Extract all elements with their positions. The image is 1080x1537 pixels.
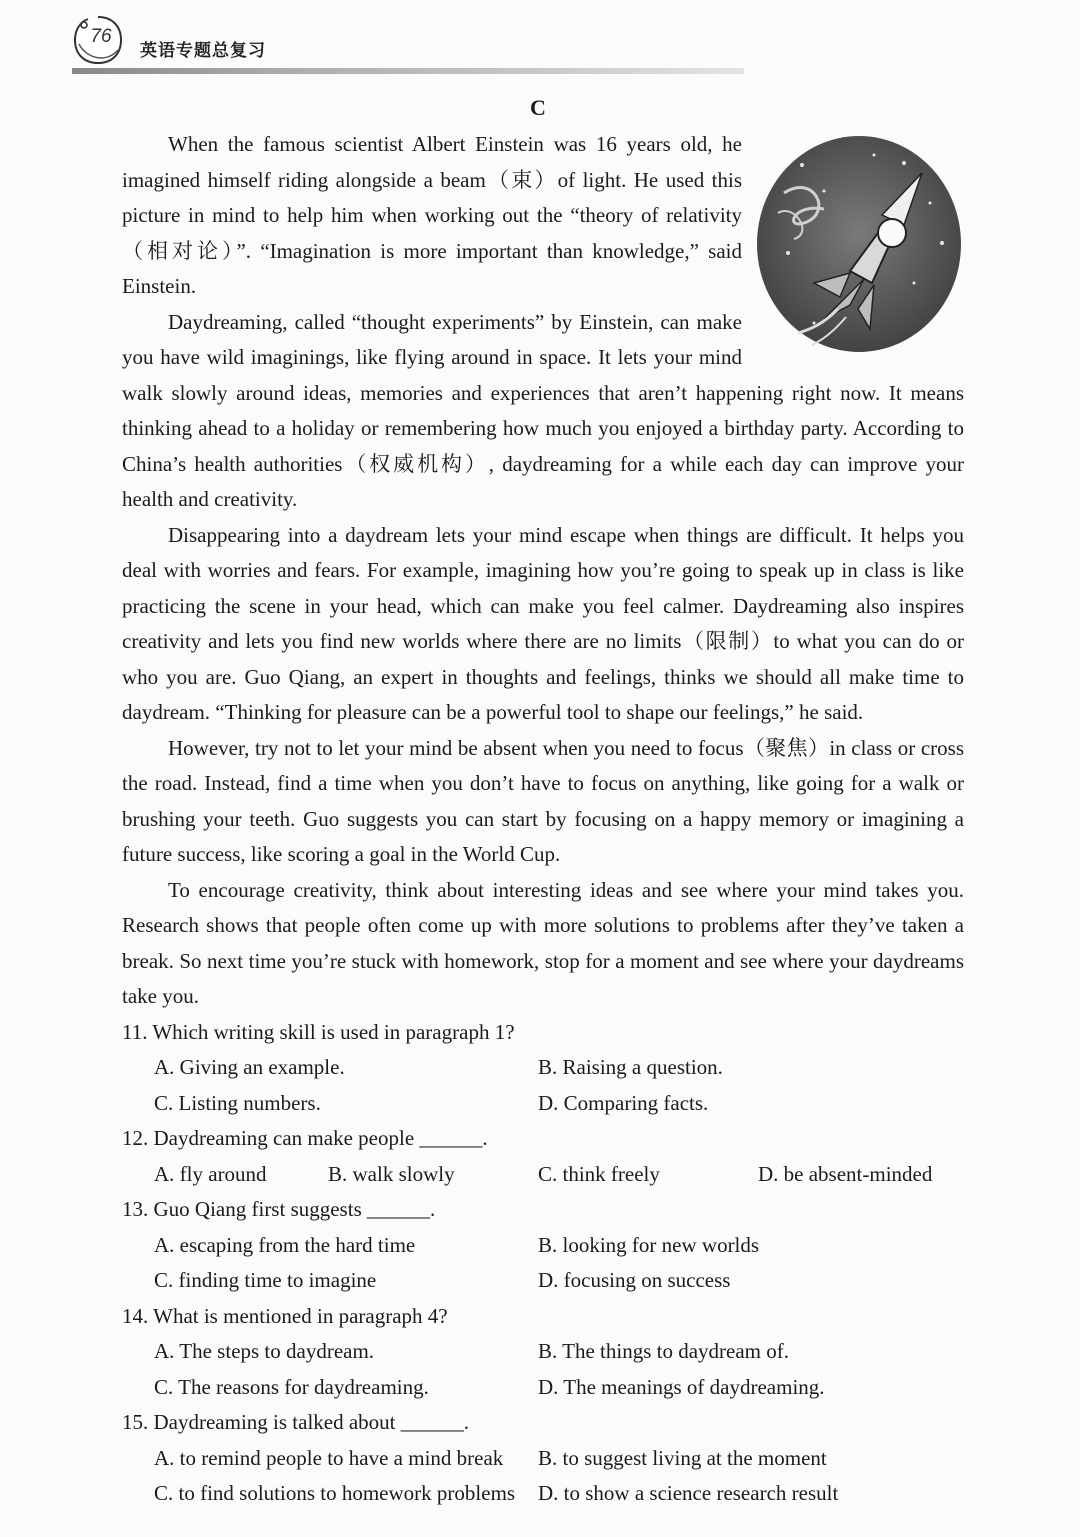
option-b: B. to suggest living at the moment	[538, 1445, 827, 1470]
rocket-illustration-icon	[754, 133, 964, 355]
reading-section	[122, 95, 964, 1512]
option-a: A. The steps to daydream.	[154, 1339, 375, 1363]
question-15	[122, 1405, 964, 1512]
paragraph-5: To encourage creativity, think about interesting ideas and see where your mind takes you. Research shows that people often come up with more solutions to problems after they’ve taken a break. So next time you’re stuck with homework, stop for a moment and see where your daydreams take you.	[122, 877, 964, 1008]
section-title: C	[530, 95, 546, 120]
options-row	[122, 1476, 964, 1512]
option-b: B. walk slowly	[328, 1161, 455, 1186]
option-d: D. to show a science research result	[538, 1481, 839, 1505]
options-row	[122, 1263, 964, 1299]
options-row	[122, 1157, 964, 1193]
question-11	[122, 1015, 964, 1122]
options-row	[122, 1228, 964, 1264]
question-12	[122, 1121, 964, 1192]
options-row	[122, 1370, 964, 1406]
option-a: A. fly around	[154, 1161, 267, 1186]
option-b: B. looking for new worlds	[538, 1232, 760, 1257]
option-d: D. focusing on success	[538, 1268, 731, 1292]
question-stem: 14. What is mentioned in paragraph 4?	[122, 1303, 448, 1328]
option-c: C. The reasons for daydreaming.	[154, 1374, 429, 1399]
option-c: C. Listing numbers.	[154, 1090, 321, 1115]
paragraph-4: However, try not to let your mind be absent when you need to focus（聚焦）in class or cross the road. Instead, find a time when you don’t have to focus on anything, like going for a walk or brushing your teeth. Guo suggests you can start by focusing on a happy memory or imagining a future success, like scoring a goal in the World Cup.	[122, 735, 964, 866]
book-title: 英语专题总复习	[140, 41, 266, 61]
options-row	[122, 1334, 964, 1370]
option-a: A. escaping from the hard time	[154, 1232, 416, 1257]
paragraph-3: Disappearing into a daydream lets your mind escape when things are difficult. It helps you deal with worries and fears. For example, imagining how you’re going to speak up in class is like practicing the scene in your head, which can make you feel calmer. Daydreaming also inspires creativity and lets you find new worlds where there are no limits（限制）to what you can do or who you are. Guo Qiang, an expert in thoughts and feelings, thinks we should all make time to daydream. “Thinking for pleasure can be a powerful tool to shape our feelings,” he said.	[122, 522, 964, 724]
option-b: B. Raising a question.	[538, 1055, 723, 1079]
page-number: 76	[90, 26, 112, 47]
option-c: C. finding time to imagine	[154, 1268, 377, 1292]
option-a: A. to remind people to have a mind break	[154, 1445, 504, 1470]
option-c: C. think freely	[538, 1161, 660, 1186]
paragraph-2: Daydreaming, called “thought experiments” by Einstein, can make you have wild imaginings, like flying around in space. It lets your mind walk slowly around ideas, memories and experiences that aren’t happening right now. It means thinking ahead to a holiday or remembering how much you enjoyed a birthday party. According to China’s health authorities（权威机构）, daydreaming for a while each day can improve your health and creativity.	[122, 309, 964, 511]
options-row	[122, 1050, 964, 1086]
option-d: D. Comparing facts.	[538, 1090, 709, 1115]
option-d: D. be absent-minded	[758, 1161, 933, 1186]
option-a: A. Giving an example.	[154, 1055, 345, 1079]
question-stem: 12. Daydreaming can make people ______.	[122, 1126, 488, 1150]
paragraph-1: When the famous scientist Albert Einstein was 16 years old, he imagined himself riding alongside a beam（束）of light. He used this picture in mind to help him when working out the “theory of relativity（相对论）”. “Imagination is more important than knowledge,” said Einstein.	[122, 132, 742, 298]
option-d: D. The meanings of daydreaming.	[538, 1374, 825, 1399]
question-stem: 15. Daydreaming is talked about ______.	[122, 1410, 470, 1434]
options-row	[122, 1086, 964, 1122]
question-stem: 13. Guo Qiang first suggests ______.	[122, 1197, 436, 1221]
question-14	[122, 1299, 964, 1406]
options-row	[122, 1441, 964, 1477]
option-c: C. to find solutions to homework problems	[154, 1481, 516, 1505]
page-header	[72, 14, 752, 78]
option-b: B. The things to daydream of.	[538, 1339, 789, 1363]
question-stem: 11. Which writing skill is used in paragraph 1?	[122, 1019, 515, 1044]
question-13	[122, 1192, 964, 1299]
header-divider	[72, 68, 744, 74]
